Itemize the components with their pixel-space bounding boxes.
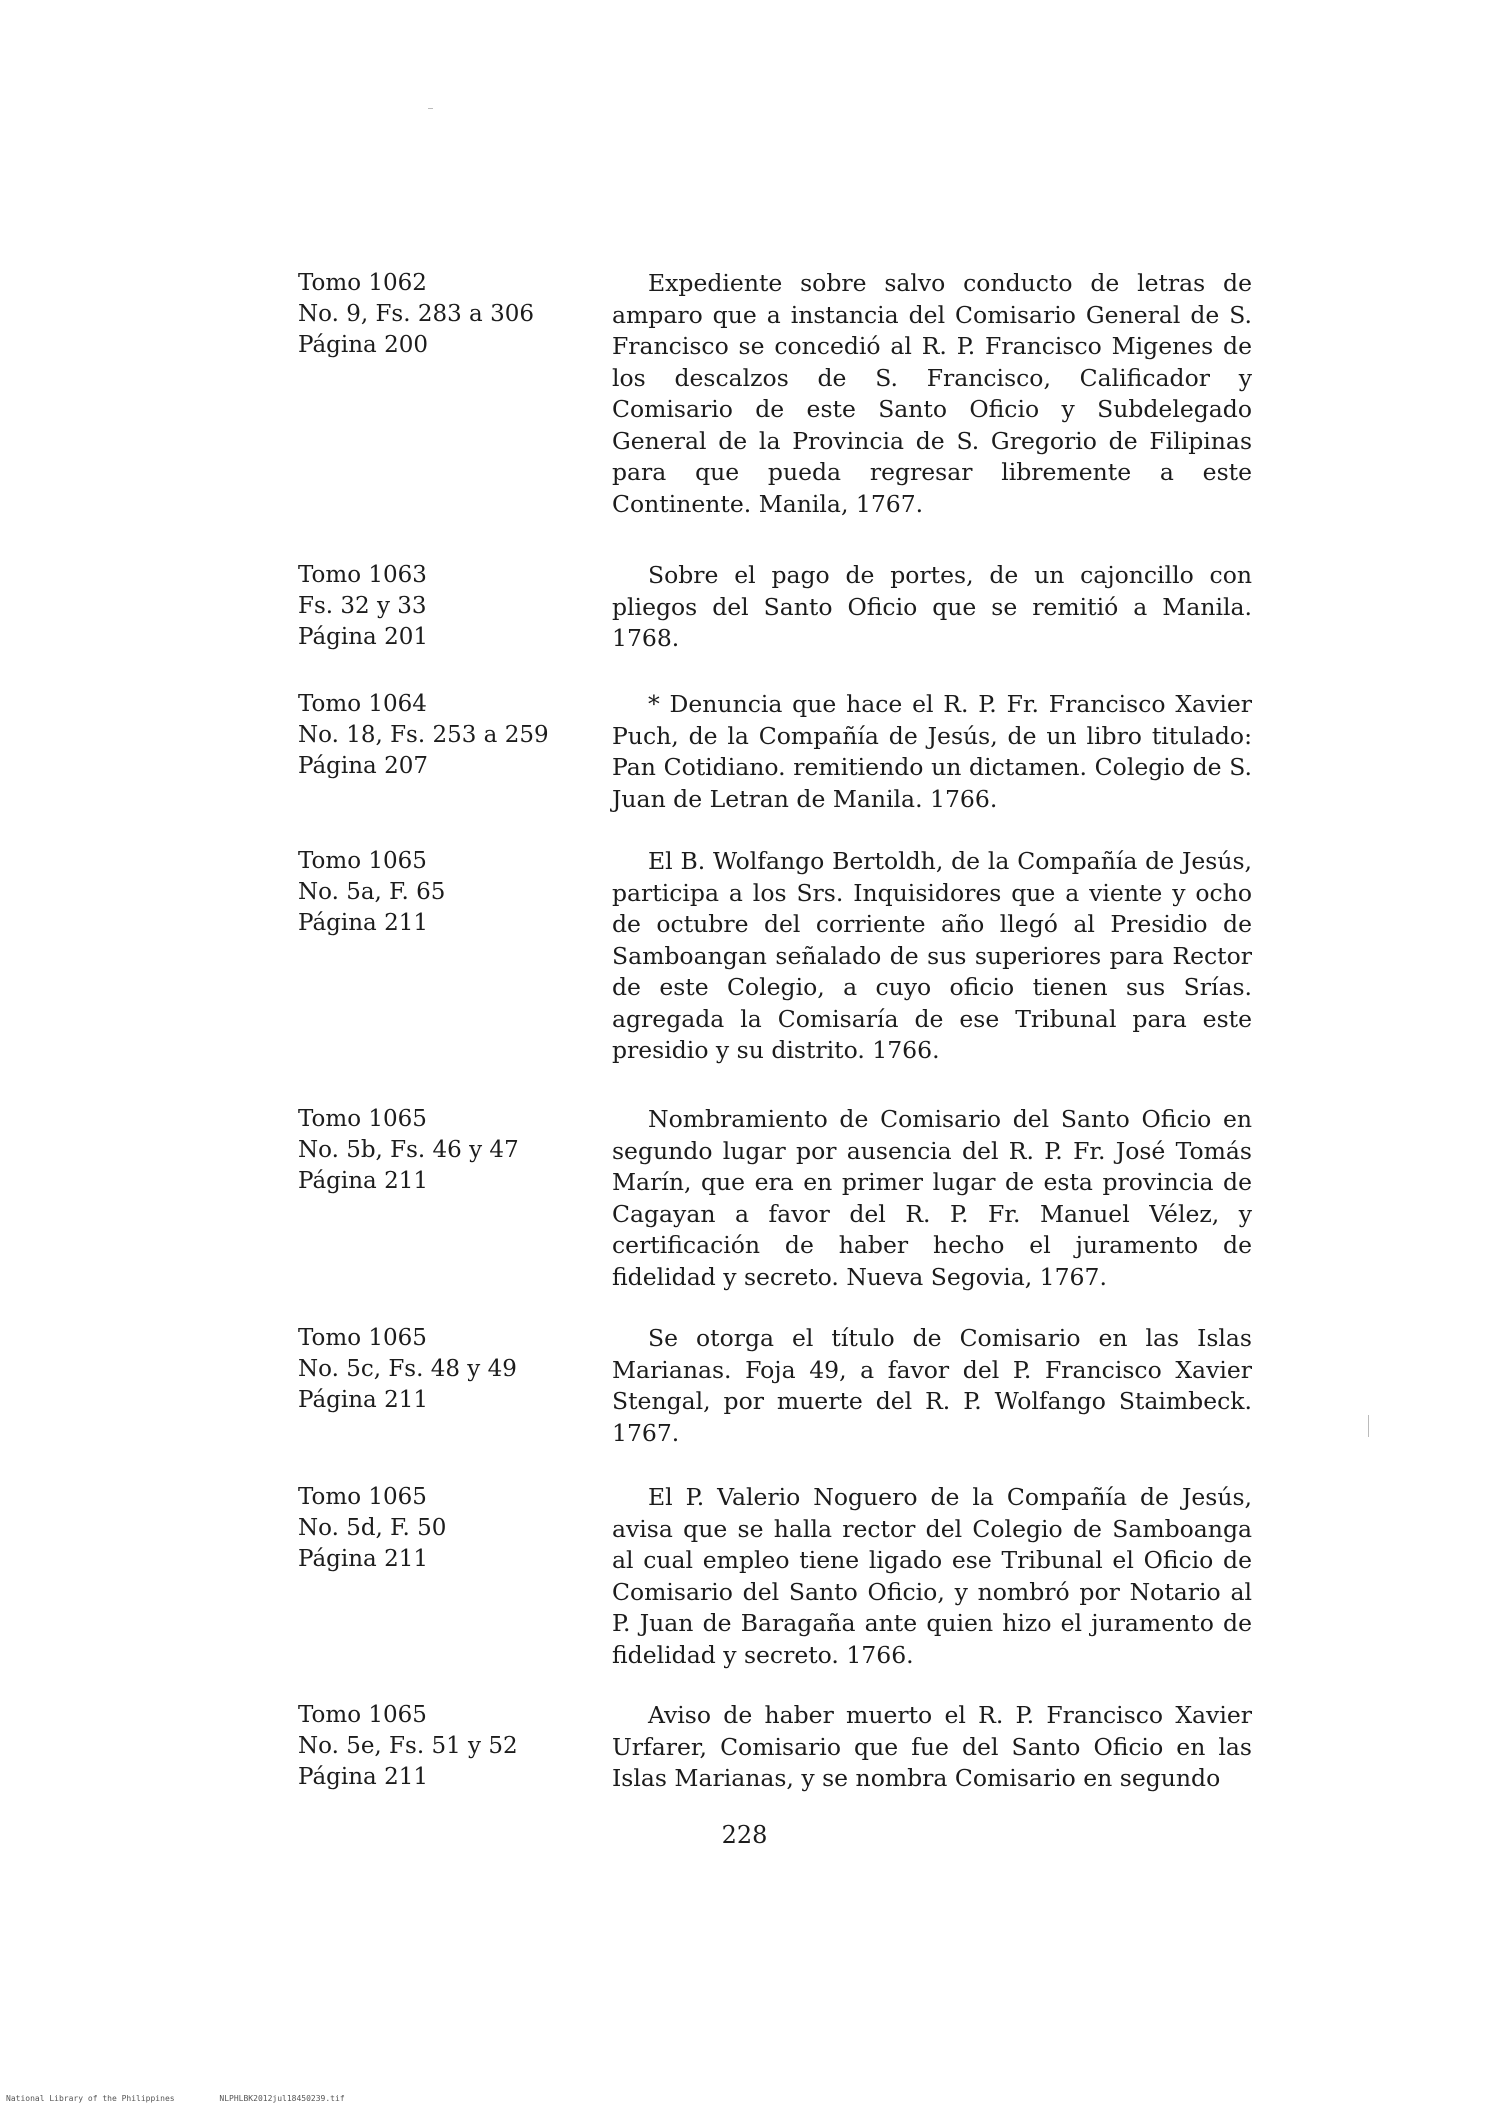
volume-reference <box>298 560 598 653</box>
page-ref-line: Página 211 <box>298 1546 428 1572</box>
tomo-line: Tomo 1065 <box>298 1484 427 1510</box>
entry-description: El P. Valerio Noguero de la Compañía de Jesús, avisa que se halla rector del Colegio de Samboanga al cual empleo tiene ligado ese Tribunal el Oficio de Comisario del Santo Oficio, y nombró por Notario al P. Juan de Baragaña ante quien hizo el juramento de fidelidad y secreto. 1766. <box>612 1483 1252 1669</box>
folio-line: No. 5c, Fs. 48 y 49 <box>298 1356 517 1382</box>
page-ref-line: Página 200 <box>298 332 428 358</box>
footer-filename: NLPHLBK2012jul18450239.tif <box>219 2094 345 2103</box>
entry-description: Aviso de haber muerto el R. P. Francisco Xavier Urfarer, Comisario que fue del Santo Oficio en las Islas Marianas, y se nombra Comisario en segundo <box>612 1701 1252 1792</box>
scan-mark <box>428 108 433 109</box>
page-ref-line: Página 201 <box>298 624 428 650</box>
entry-description: * Denuncia que hace el R. P. Fr. Francisco Xavier Puch, de la Compañía de Jesús, de un libro titulado: Pan Cotidiano. remitiendo un dictamen. Colegio de S. Juan de Letran de Manila. 1766. <box>612 690 1252 813</box>
entry-description: Expediente sobre salvo conducto de letras de amparo que a instancia del Comisario General de S. Francisco se concedió al R. P. Francisco Migenes de los descalzos de S. Francisco, Calificador y Comisario de este Santo Oficio y Subdelegado General de la Provincia de S. Gregorio de Filipinas para que pueda regresar libremente a este Continente. Manila, 1767. <box>612 269 1252 518</box>
entry-description: Sobre el pago de portes, de un cajoncillo con pliegos del Santo Oficio que se remitió a Manila. 1768. <box>612 561 1252 652</box>
volume-reference <box>298 846 598 939</box>
folio-line: No. 5b, Fs. 46 y 47 <box>298 1137 519 1163</box>
page-number: 228 <box>721 1821 768 1849</box>
volume-reference <box>298 1482 598 1575</box>
folio-line: Fs. 32 y 33 <box>298 593 427 619</box>
page-ref-line: Página 211 <box>298 1764 428 1790</box>
tomo-line: Tomo 1065 <box>298 1702 427 1728</box>
page-ref-line: Página 211 <box>298 1168 428 1194</box>
page-ref-line: Página 211 <box>298 910 428 936</box>
volume-reference <box>298 689 598 782</box>
volume-reference <box>298 1700 598 1793</box>
folio-line: No. 18, Fs. 253 a 259 <box>298 722 549 748</box>
tomo-line: Tomo 1065 <box>298 1325 427 1351</box>
folio-line: No. 9, Fs. 283 a 306 <box>298 301 534 327</box>
footer-library: National Library of the Philippines <box>6 2094 175 2103</box>
volume-reference <box>298 1104 598 1197</box>
entry-description: Nombramiento de Comisario del Santo Oficio en segundo lugar por ausencia del R. P. Fr. José Tomás Marín, que era en primer lugar de esta provincia de Cagayan a favor del R. P. Fr. Manuel Vélez, y certificación de haber hecho el juramento de fidelidad y secreto. Nueva Segovia, 1767. <box>612 1105 1252 1291</box>
page-ref-line: Página 207 <box>298 753 428 779</box>
entry-description: El B. Wolfango Bertoldh, de la Compañía de Jesús, participa a los Srs. Inquisidores que a viente y ocho de octubre del corriente año llegó al Presidio de Samboangan señalado de sus superiores para Rector de este Colegio, a cuyo oficio tienen sus Srías. agregada la Comisaría de ese Tribunal para este presidio y su distrito. 1766. <box>612 847 1252 1064</box>
folio-line: No. 5d, F. 50 <box>298 1515 447 1541</box>
volume-reference <box>298 1323 598 1416</box>
scan-mark <box>1368 1415 1369 1437</box>
entry-description: Se otorga el título de Comisario en las Islas Marianas. Foja 49, a favor del P. Francisco Xavier Stengal, por muerte del R. P. Wolfango Staimbeck. 1767. <box>612 1324 1252 1447</box>
scan-footer <box>6 2094 385 2103</box>
tomo-line: Tomo 1062 <box>298 270 427 296</box>
folio-line: No. 5e, Fs. 51 y 52 <box>298 1733 518 1759</box>
tomo-line: Tomo 1065 <box>298 1106 427 1132</box>
tomo-line: Tomo 1065 <box>298 848 427 874</box>
volume-reference <box>298 268 598 361</box>
tomo-line: Tomo 1063 <box>298 562 427 588</box>
folio-line: No. 5a, F. 65 <box>298 879 446 905</box>
page-ref-line: Página 211 <box>298 1387 428 1413</box>
tomo-line: Tomo 1064 <box>298 691 427 717</box>
